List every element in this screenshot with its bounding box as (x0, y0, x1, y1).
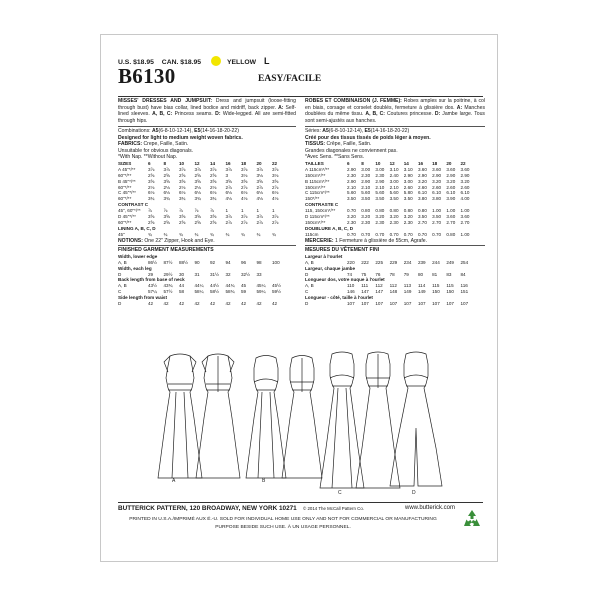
table-row: A 45"*/** 3⅞ 3⅞ 3⅞ 3⅞ 3⅞ 3⅞ 3⅞ 3⅞ 3⅞ (118, 166, 279, 172)
table-row: 150cm*/** 2.30 2.30 2.30 2.30 2.30 2.70 2.70 2.70 2.70 (305, 219, 470, 225)
description-en: MISSES' DRESSES AND JUMPSUIT: Dress and jumpsuit (loose-fitting through bust) have bias collar, lined bodice and midriff, back zipper. A: Self-lined sleeves. A, B, C: Princess seams. D: Wide-legged. All are semi-fitted through hips. (118, 98, 297, 124)
table-row: A, B 43½ 43¾ 44 44¼ 44½ 44¾ 45 45¼ 45½ (118, 283, 281, 289)
combinations-en: Combinations: A5(6-8-10-12-14), E5(14-16-18-20-22) (118, 128, 239, 135)
table-section-heading: Width, each leg (118, 265, 152, 271)
divider (305, 126, 485, 127)
view-c-front-drawing (320, 352, 364, 488)
view-a-back-drawing (196, 354, 240, 478)
table-section-heading: Longueur - côté, taille à l'ourlet (305, 295, 373, 301)
table-section-heading: CONTRAST C (118, 202, 149, 208)
table-row: 45" ¾ ¾ ¾ ¾ ¾ ¾ ¾ ¾ ¾ (118, 231, 276, 237)
figure-label-a: A (172, 478, 176, 484)
view-c-back-drawing (356, 352, 400, 488)
table-row: D 115cm*/** 3.20 3.20 3.20 3.20 3.20 3.50 3.50 3.60 3.60 (305, 214, 470, 220)
price-level: L (263, 56, 270, 66)
figure-label-b: B (262, 478, 266, 484)
table-row: 60"*/** 3¾ 3¾ 3¾ 3¾ 3¾ 4⅛ 4⅛ 4⅛ 4⅛ (118, 196, 279, 202)
divider (118, 245, 296, 246)
table-row: C 146 147 147 148 149 149 150 150 151 (305, 289, 469, 295)
table-row: C 57¼ 57½ 58 58¼ 58½ 58¾ 59 59¼ 59½ (118, 289, 281, 295)
french-column (305, 98, 485, 307)
table-row: 60"*/** 2⅛ 2⅛ 2⅛ 2⅛ 2⅛ 2⅞ 2⅞ 2⅞ 2⅞ (118, 184, 279, 190)
notions-en: NOTIONS: One 22" Zipper, Hook and Eye. (118, 237, 215, 244)
description-fr: ROBES ET COMBINAISON (J. FEMME): Robes amples sur la poitrine, à col en biais, corsage et corselet doublés, fermeture à glissière dos. A: Manches doublées du même tissu. A, B, C: Coutures princesse. D: Jambe large. Tous sont semi-ajustés aux hanches. (305, 98, 485, 124)
view-b-front-drawing (246, 356, 286, 479)
table-row: B 45"*/** 3⅝ 3⅝ 3⅝ 3⅝ 3⅝ 3⅝ 3⅝ 3⅝ 3⅝ (118, 178, 279, 184)
table-row: A 115cm*/** 2.90 3.00 3.00 3.10 3.10 3.60 3.60 3.60 3.60 (305, 166, 470, 172)
view-b-back-drawing (282, 356, 322, 479)
finished-measurements-fr: MESURES DU VÊTEMENT FINI (305, 247, 380, 254)
difficulty-label: EASY/FACILE (258, 74, 322, 84)
divider (118, 126, 296, 127)
garment-illustrations (150, 348, 450, 498)
finished-table-en (118, 254, 288, 307)
table-row: TAILLES 6 8 10 12 14 16 18 20 22 (305, 160, 466, 166)
table-row: B 115cm*/** 2.90 2.90 2.90 3.00 3.00 3.20 3.20 3.20 3.20 (305, 178, 470, 184)
table-row: C 45"*/** 6⅛ 6⅛ 6⅛ 6⅛ 6⅛ 6⅛ 6⅛ 6⅛ 6⅛ (118, 190, 279, 196)
yardage-table-fr (305, 161, 475, 238)
table-row: SIZES 6 8 10 12 14 16 18 20 22 (118, 160, 278, 166)
price-us: U.S. $18.95 (118, 59, 154, 66)
table-row: 115cm 0.70 0.70 0.70 0.70 0.70 0.70 0.70 0.80 1.00 (305, 231, 470, 237)
table-row: 60"*/** 2⅝ 2⅝ 2⅝ 2⅝ 2⅝ 2⅞ 2⅞ 2⅞ 2⅞ (118, 219, 279, 225)
table-section-heading: DOUBLURE A, B, C, D (305, 225, 354, 231)
legal-notice: PRINTED IN U.S.A./IMPRIMÉ AUX É.-U. SOLD FOR INDIVIDUAL HOME USE ONLY AND NOT FOR COMMERCIAL OR MANUFACTURING PURPOSE BESIDE SUCH USE. À UN USAGE PERSONNEL. (129, 517, 437, 530)
finished-table-fr (305, 254, 475, 307)
table-row: A, B 110 111 112 112 113 114 115 115 116 (305, 283, 468, 289)
figure-label-d: D (412, 490, 416, 496)
copyright-notice: © 2014 The McCall Pattern Co. (303, 506, 364, 511)
table-row: 150cm*/** 2.30 2.30 2.30 2.40 2.90 2.90 2.90 2.90 2.90 (305, 172, 470, 178)
fabrics-fr: TISSUS: Crêpe, Faille, Satin. (305, 141, 372, 148)
top-divider (118, 96, 483, 97)
table-section-heading: CONTRASTE C (305, 202, 339, 208)
nap-note-en: *With Nap. **Without Nap. (118, 154, 178, 161)
recycle-icon (460, 508, 484, 532)
notions-fr: MERCERIE: 1 Fermeture à glissière de 55cm, Agrafe. (305, 237, 428, 244)
table-row: D 107 107 107 107 107 107 107 107 107 (305, 301, 469, 307)
table-section-heading: LINING A, B, C, D (118, 225, 156, 231)
view-a-front-drawing (158, 354, 202, 478)
table-row: D 29 29½ 30 31 31½ 32 32½ 33 (118, 271, 262, 277)
table-row: 60"*/** 2⅝ 2⅝ 2⅝ 2⅝ 2⅝ 3 3⅛ 3⅛ 3⅛ (118, 172, 279, 178)
unsuitable-en: Unsuitable for obvious diagonals. (118, 147, 194, 154)
table-section-heading: Back length from base of neck (118, 277, 185, 283)
price-color-label: YELLOW (226, 59, 257, 66)
bottom-divider (118, 502, 483, 503)
table-section-heading: Largeur, chaque jambe (305, 265, 356, 271)
series-fr: Séries: A5(6-8-10-12-14), E5(14-16-18-20-22) (305, 128, 410, 135)
table-row: 45", 60"*/** ⅞ ⅞ ⅞ ⅞ ⅞ 1 1 1 1 (118, 208, 275, 214)
designed-for-fr: Créé pour des tissus tissés de poids léger à moyen. (305, 134, 431, 141)
figure-label-c: C (338, 490, 342, 496)
website-url: www.butterick.com (405, 505, 456, 511)
table-row: A, B 86½ 87½ 88½ 90 92 94 96 98 100 (118, 259, 280, 265)
table-row: A, B 220 222 225 229 234 239 244 249 254 (305, 259, 469, 265)
designed-for-en: Designed for light to medium weight woven fabrics. (118, 134, 243, 141)
table-row: D 74 75 76 78 79 80 81 83 84 (305, 271, 466, 277)
table-row: D 45"*/** 3⅝ 3⅝ 3⅝ 3⅝ 3⅝ 3⅞ 3⅞ 3⅞ 3⅞ (118, 214, 279, 220)
fabrics-en: FABRICS: Crepe, Faille, Satin. (118, 141, 189, 148)
table-row: 150*/** 3.50 3.50 3.50 3.50 3.50 3.80 3.80 3.90 4.00 (305, 196, 470, 202)
yardage-table-en (118, 161, 288, 238)
table-section-heading: Longueur dos, votre nuque à l'ourlet (305, 277, 385, 283)
publisher-address: BUTTERICK PATTERN, 120 BROADWAY, NEW YORK 10271 (118, 505, 297, 512)
table-section-heading: Side length from waist (118, 295, 168, 301)
yellow-dot-icon (211, 56, 221, 66)
table-row: 115, 150cm*/** 0.70 0.80 0.80 0.80 0.80 0.80 1.00 1.00 1.00 (305, 208, 470, 214)
table-row: C 115cm*/** 5.60 5.60 5.60 5.60 5.80 6.10 6.10 6.10 6.10 (305, 190, 470, 196)
table-row: D 42 42 42 42 42 42 42 42 42 (118, 301, 278, 307)
english-column (118, 98, 296, 307)
table-section-heading: Width, lower edge (118, 253, 158, 259)
finished-measurements-en: FINISHED GARMENT MEASUREMENTS (118, 247, 214, 254)
table-section-heading: Largeur à l'ourlet (305, 253, 343, 259)
view-d-front-drawing (390, 352, 442, 486)
nap-note-fr: *Avec Sens. **Sans Sens. (305, 154, 365, 161)
price-can: CAN. $18.95 (161, 59, 202, 66)
pattern-number: B6130 (118, 64, 176, 88)
unsuitable-fr: Grandes diagonales ne conviennent pas. (305, 147, 398, 154)
table-row: 150cm*/** 2.10 2.10 2.10 2.10 2.60 2.60 2.60 2.60 2.60 (305, 184, 470, 190)
